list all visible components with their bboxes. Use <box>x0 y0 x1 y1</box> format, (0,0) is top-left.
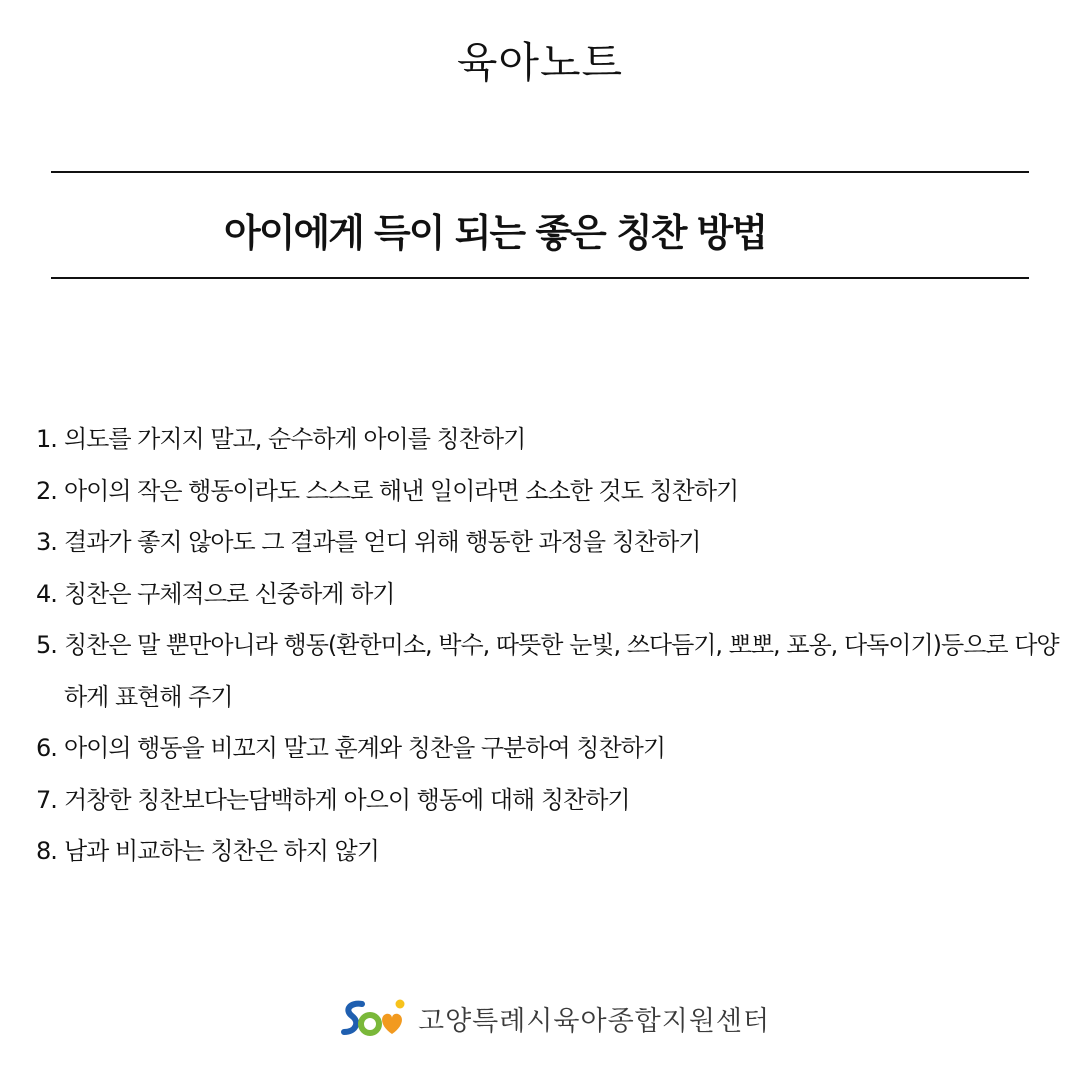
list-item-text: 아이의 행동을 비꼬지 말고 훈계와 칭찬을 구분하여 칭찬하기 <box>64 734 666 762</box>
list-item-text: 칭찬은 말 뿐만아니라 행동(환한미소, 박수, 따뜻한 눈빛, 쓰다듬기, 뽀뽀, 포옹, 다독이기)등으로 다양하게 표현해 주기 <box>64 631 1059 711</box>
list-item-number: 5. <box>36 631 57 659</box>
list-item <box>36 723 1066 775</box>
list-item <box>36 569 1066 621</box>
logo-mark-green-dot <box>361 1015 379 1033</box>
list-item-number: 2. <box>36 476 57 505</box>
list-item-text: 의도를 가지지 말고, 순수하게 아이를 칭찬하기 <box>64 425 526 453</box>
article-headline: 아이에게 득이 되는 좋은 칭찬 방법 <box>224 211 767 255</box>
list-item <box>36 775 1066 827</box>
list-item <box>36 466 1066 518</box>
organization-name: 고양특례시육아종합지원센터 <box>418 1005 771 1037</box>
list-item-text: 칭찬은 구체적으로 신중하게 하기 <box>64 579 395 608</box>
list-item <box>36 620 1066 723</box>
list-item <box>36 414 1066 466</box>
list-item-number: 8. <box>36 837 57 865</box>
list-item-number: 4. <box>36 579 57 608</box>
bottom-divider <box>51 277 1029 279</box>
organization-logo <box>340 996 770 1040</box>
tips-list <box>36 414 1066 878</box>
list-item-number: 1. <box>36 425 57 453</box>
list-item-number: 6. <box>36 734 57 762</box>
list-item-text: 남과 비교하는 칭찬은 하지 않기 <box>64 837 379 865</box>
list-item-number: 7. <box>36 785 57 814</box>
page-title: 육아노트 <box>456 38 624 87</box>
list-item <box>36 826 1066 878</box>
list-item-number: 3. <box>36 528 57 556</box>
list-item-text: 거창한 칭찬보다는담백하게 아으이 행동에 대해 칭찬하기 <box>64 785 630 814</box>
list-item-text: 아이의 작은 행동이라도 스스로 해낸 일이라면 소소한 것도 칭찬하기 <box>64 476 739 505</box>
list-item <box>36 517 1066 569</box>
logo-mark-yellow-dot <box>396 1000 405 1009</box>
organization-logo-icon <box>340 996 410 1040</box>
top-divider <box>51 171 1029 173</box>
logo-mark-orange-heart <box>382 1014 402 1034</box>
list-item-text: 결과가 좋지 않아도 그 결과를 얻디 위해 행동한 과정을 칭찬하기 <box>64 528 701 556</box>
